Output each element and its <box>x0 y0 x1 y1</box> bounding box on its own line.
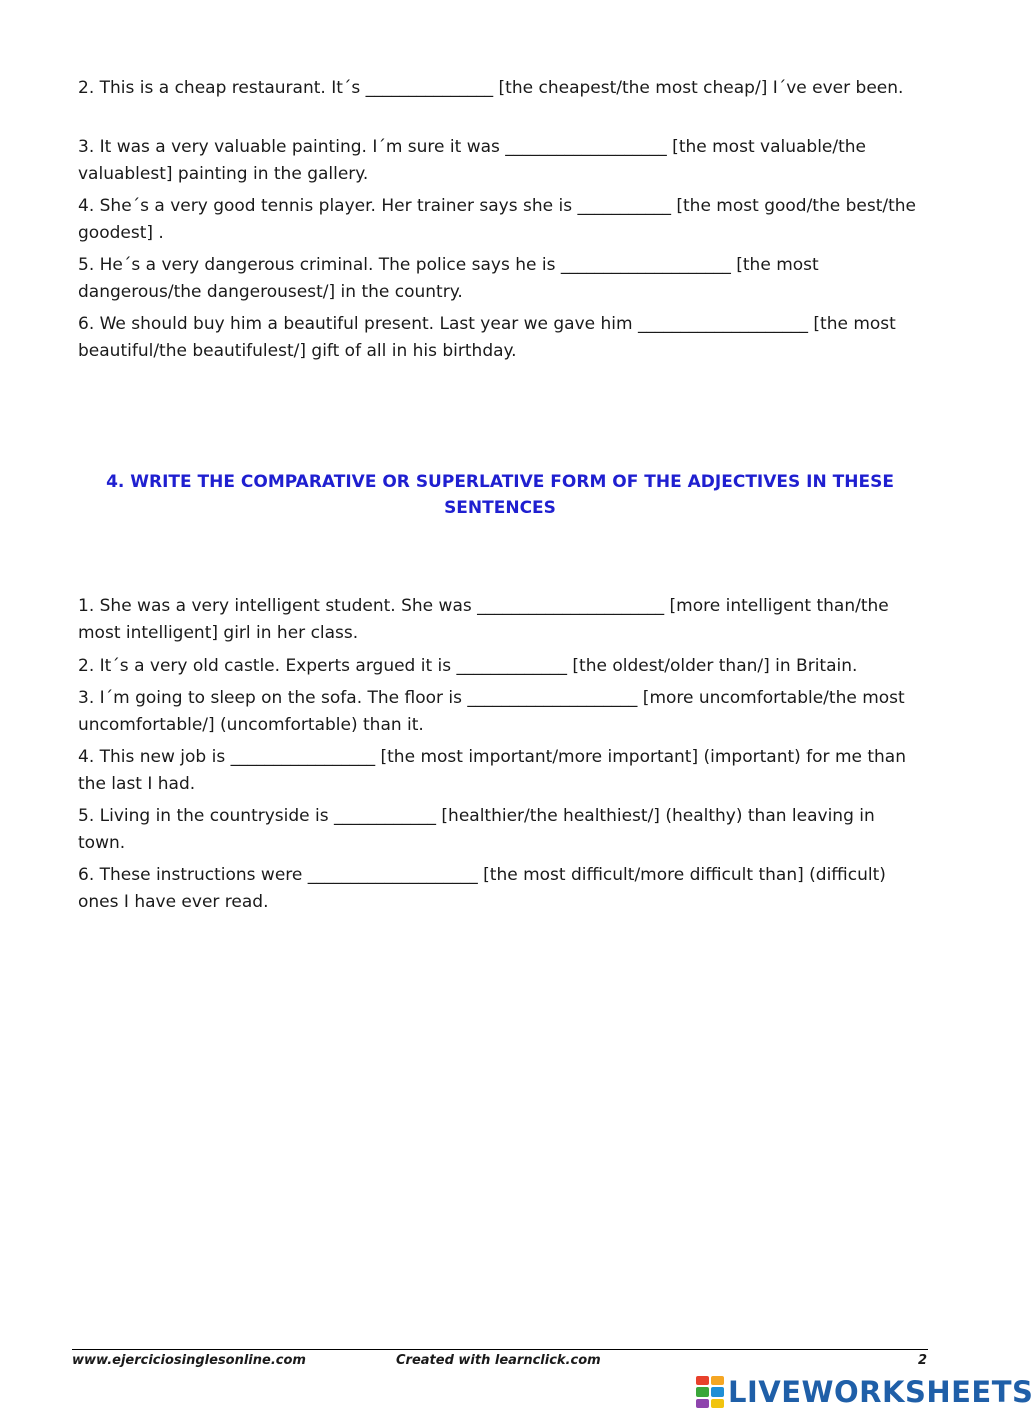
exercise-4-item-1: 1. She was a very intelligent student. She was ______________________ [more intelligent than/the most intelligent] girl in her class. <box>78 596 889 643</box>
exercise-4-item-3: 3. I´m going to sleep on the sofa. The floor is ____________________ [more uncomfortable/the most uncomfortable/] (uncomfortable) than it. <box>78 688 905 735</box>
liveworksheets-wordmark: LIVEWORKSHEETS <box>728 1375 1033 1409</box>
footer-divider <box>72 1349 928 1350</box>
footer-page-number: 2 <box>918 1353 928 1368</box>
footer-website: www.ejerciciosinglesonline.com <box>72 1353 306 1368</box>
exercise-3-item-3: 3. It was a very valuable painting. I´m sure it was ___________________ [the most valuable/the valuablest] painting in the gallery. <box>78 137 867 184</box>
exercise-4-item-6: 6. These instructions were ____________________ [the most difficult/more difficult than] (difficult) ones I have ever read. <box>78 865 886 912</box>
footer-credit: Created with learnclick.com <box>396 1353 601 1368</box>
exercise-4-item-5: 5. Living in the countryside is ____________ [healthier/the healthiest/] (healthy) than leaving in town. <box>78 806 875 853</box>
exercise-4-item-4: 4. This new job is _________________ [the most important/more important] (important) for me than the last I had. <box>78 747 907 794</box>
exercise-3-item-6: 6. We should buy him a beautiful present. Last year we gave him ____________________ [the most beautiful/the beautifulest/] gift of all in his birthday. <box>78 314 896 361</box>
exercise-3-item-2: 2. This is a cheap restaurant. It´s _______________ [the cheapest/the most cheap/] I´ve ever been. <box>78 78 904 98</box>
liveworksheets-logo-icon <box>696 1376 724 1408</box>
section-4-heading: 4. WRITE THE COMPARATIVE OR SUPERLATIVE FORM OF THE ADJECTIVES IN THESE SENTENCES <box>106 472 894 518</box>
exercise-4-item-2: 2. It´s a very old castle. Experts argued it is _____________ [the oldest/older than/] in Britain. <box>78 656 858 676</box>
liveworksheets-logo <box>696 1374 1033 1410</box>
exercise-3-item-4: 4. She´s a very good tennis player. Her trainer says she is ___________ [the most good/the best/the goodest] . <box>78 196 917 243</box>
exercise-3-item-5: 5. He´s a very dangerous criminal. The police says he is ____________________ [the most dangerous/the dangerousest/] in the country. <box>78 255 819 302</box>
